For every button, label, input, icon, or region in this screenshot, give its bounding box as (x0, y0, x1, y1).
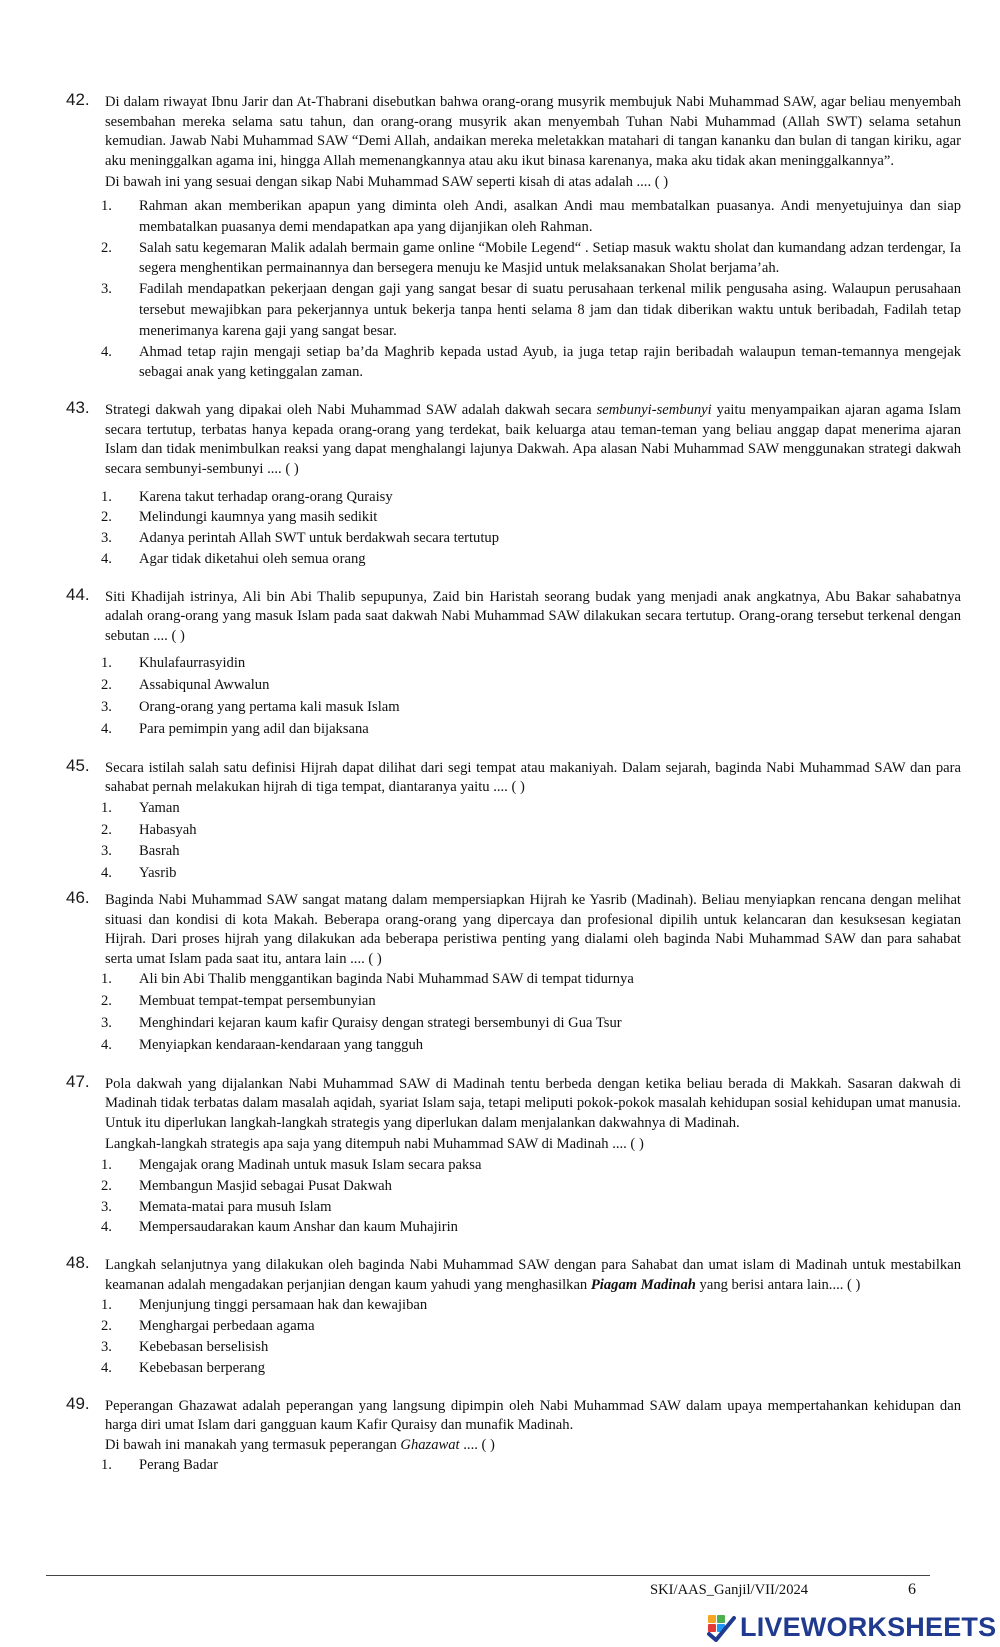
option-number: 3. (101, 699, 112, 716)
liveworksheets-logo-text: LIVEWORKSHEETS (740, 1611, 997, 1642)
option-item (101, 719, 961, 741)
option-list (101, 798, 961, 885)
option-item (101, 697, 961, 719)
option-text: Assabiqunal Awwalun (139, 677, 270, 694)
option-text: Ali bin Abi Thalib menggantikan baginda Nabi Muhammad SAW di tempat tidurnya (139, 971, 634, 988)
question-text: Di dalam riwayat Ibnu Jarir dan At-Thabrani disebutkan bahwa orang-orang musyrik membujuk Nabi Muhammad SAW, agar beliau menyembah sesembahan mereka selama satu tahun, dan orang-orang musyrik akan menyembah Tuhan Nabi Muhammad (Allah SWT) selama setahun kemudian. Jawab Nabi Muhammad SAW “Demi Allah, andaikan mereka meletakkan matahari di tangan kananku dan bulan di tangan kiriku, agar aku meninggalkan agama ini, hingga Allah memenangkannya atau aku ikut binasa karenanya, maka aku tidak akan meninggalkannya”. (105, 94, 961, 169)
option-list (101, 1455, 961, 1476)
question-prompt: Di bawah ini yang sesuai dengan sikap Nabi Muhammad SAW seperti kisah di atas adalah .... ( ) (105, 174, 669, 191)
option-item (101, 798, 961, 820)
liveworksheets-logo[interactable] (706, 1610, 996, 1644)
option-number: 2. (101, 1177, 112, 1194)
emphasis-text: Ghazawat (400, 1436, 460, 1453)
option-number: 4. (101, 1219, 112, 1236)
option-text: Menghargai perbedaan agama (139, 1318, 315, 1335)
question-49 (66, 1393, 961, 1477)
option-text: Mengajak orang Madinah untuk masuk Islam secara paksa (139, 1156, 482, 1173)
option-number: 4. (101, 720, 112, 737)
option-item (101, 1358, 961, 1379)
option-number: 2. (101, 1318, 112, 1335)
emphasis-text: Piagam Madinah (590, 1276, 696, 1293)
option-text: Yasrib (139, 865, 177, 882)
option-text: Mempersaudarakan kaum Anshar dan kaum Muhajirin (139, 1219, 458, 1236)
question-text: Peperangan Ghazawat adalah peperangan yang langsung dipimpin oleh Nabi Muhammad SAW dalam upaya mempertahankan kehidupan dan harga diri umat Islam dari gangguan kaum Kafir Quraisy dan munafik Madinah. (105, 1397, 961, 1434)
option-item (101, 1197, 961, 1218)
question-text: Pola dakwah yang dijalankan Nabi Muhammad SAW di Madinah tentu berbeda dengan ketika beliau berada di Makkah. Sasaran dakwah di Madinah tidak terbatas dalam masalah aqidah, syariat Islam saja, tetapi meliputi pokok-pokok masalah kehidupan sosial kehidupan umat manusia. Untuk itu diperlukan langkah-langkah strategis yang diperlukan dalam menjalankan dakwahnya di Madinah. (105, 1075, 961, 1131)
option-number: 3. (101, 843, 112, 860)
question-48 (66, 1253, 961, 1378)
option-number: 4. (101, 865, 112, 882)
option-item (101, 675, 961, 697)
option-text: Ahmad tetap rajin mengaji setiap ba’da Maghrib kepada ustad Ayub, ia juga tetap rajin beribadah walaupun teman-temannya mengejak sebagai anak yang ketinggalan zaman. (139, 343, 961, 381)
option-number: 1. (101, 1457, 112, 1474)
option-list (101, 969, 961, 1056)
option-number: 1. (101, 1297, 112, 1314)
option-number: 2. (101, 239, 112, 256)
option-item (101, 342, 961, 384)
option-item (101, 1455, 961, 1476)
page-number: 6 (908, 1581, 916, 1598)
emphasis-text: sembunyi-sembunyi (596, 402, 712, 419)
question-number: 43. (66, 398, 90, 418)
question-number: 44. (66, 584, 90, 604)
option-item (101, 238, 961, 280)
option-item (101, 1155, 961, 1176)
option-text: Membuat tempat-tempat persembunyian (139, 993, 376, 1010)
question-number: 48. (66, 1253, 90, 1273)
question-text: Baginda Nabi Muhammad SAW sangat matang dalam mempersiapkan Hijrah ke Yasrib (Madinah). Beliau menyiapkan rencana dengan melihat situasi dan kondisi di kota Makah. Beberapa orang-orang yang dipercaya dan profesional dipilih untuk kelancaran dan kesuksesan kegiatan Hijrah. Dari proses hijrah yang dilakukan ada beberapa peristiwa penting yang dialami oleh baginda Nabi Muhammad SAW dan para sahabat serta umat Islam pada saat itu, antara lain .... ( ) (105, 892, 961, 967)
question-42 (66, 90, 961, 383)
option-text: Kebebasan berselisish (139, 1338, 269, 1355)
option-number: 3. (101, 1198, 112, 1215)
option-item (101, 549, 961, 570)
option-text: Memata-matai para musuh Islam (139, 1198, 332, 1215)
option-list (101, 487, 961, 570)
question-text: Strategi dakwah yang dipakai oleh Nabi Muhammad SAW adalah dakwah secara sembunyi-sembunyi yaitu menyampaikan ajaran agama Islam secara tertutup, terbatas hanya kepada orang-orang yang terdekat, baik keluarga atau teman-teman yang beliau anggap dapat menerima ajaran Islam dan tidak menimbulkan reaksi yang dapat menghalangi lajunya Dakwah. Apa alasan Nabi Muhammad SAW menggunakan strategi dakwah secara sembunyi-sembunyi .... ( ) (105, 402, 961, 477)
option-item (101, 528, 961, 549)
option-text: Perang Badar (139, 1457, 219, 1474)
footer-divider (46, 1575, 930, 1576)
option-text: Basrah (139, 843, 180, 860)
option-text: Adanya perintah Allah SWT untuk berdakwah secara tertutup (139, 530, 499, 547)
option-item (101, 991, 961, 1013)
option-text: Agar tidak diketahui oleh semua orang (139, 550, 366, 567)
option-item (101, 1295, 961, 1316)
question-text: Secara istilah salah satu definisi Hijrah dapat dilihat dari segi tempat atau makaniyah. Dalam sejarah, baginda Nabi Muhammad SAW dan para sahabat pernah melakukan hijrah di tiga tempat, diantaranya yaitu .... ( ) (105, 759, 961, 796)
option-number: 4. (101, 550, 112, 567)
question-number: 47. (66, 1071, 90, 1091)
question-number: 42. (66, 90, 90, 109)
option-number: 1. (101, 655, 112, 672)
option-item (101, 1013, 961, 1035)
option-number: 1. (101, 971, 112, 988)
option-number: 2. (101, 993, 112, 1010)
question-text: Siti Khadijah istrinya, Ali bin Abi Thalib sepupunya, Zaid bin Haristah seorang budak yang menjadi anak angkatnya, Abu Bakar sahabatnya adalah orang-orang yang masuk Islam pada saat dakwah Nabi Muhammad SAW dilakukan secara tertutup. Orang-orang tersebut terkenal dengan sebutan .... ( ) (105, 588, 961, 644)
question-text: Langkah selanjutnya yang dilakukan oleh baginda Nabi Muhammad SAW dengan para Sahabat dan umat islam di Madinah untuk mestabilkan keamanan adalah mengadakan perjanjian dengan kaum yahudi yang menghasilkan Piagam Madinah yang berisi antara lain.... ( ) (105, 1257, 961, 1293)
option-text: Membangun Masjid sebagai Pusat Dakwah (139, 1177, 392, 1194)
option-text: Yaman (139, 799, 180, 816)
question-number: 49. (66, 1393, 90, 1413)
question-47 (66, 1071, 961, 1239)
option-item (101, 507, 961, 528)
option-number: 3. (101, 281, 112, 298)
option-text: Menjunjung tinggi persamaan hak dan kewajiban (139, 1297, 428, 1314)
option-number: 2. (101, 821, 112, 838)
option-text: Karena takut terhadap orang-orang Quraisy (139, 488, 393, 505)
option-text: Para pemimpin yang adil dan bijaksana (139, 720, 369, 737)
option-item (101, 969, 961, 991)
option-number: 1. (101, 197, 112, 214)
question-prompt: Di bawah ini manakah yang termasuk peperangan Ghazawat .... ( ) (105, 1436, 495, 1453)
question-number: 45. (66, 755, 90, 775)
option-item (101, 1337, 961, 1358)
question-45 (66, 755, 961, 885)
option-item (101, 279, 961, 341)
option-number: 2. (101, 509, 112, 526)
option-number: 1. (101, 488, 112, 505)
footer-document-code: SKI/AAS_Ganjil/VII/2024 (650, 1582, 809, 1598)
option-number: 1. (101, 1156, 112, 1173)
option-item (101, 841, 961, 863)
option-number: 4. (101, 1359, 112, 1376)
option-list (101, 1155, 961, 1238)
option-text: Habasyah (139, 821, 197, 838)
option-list (101, 653, 961, 740)
option-number: 1. (101, 799, 112, 816)
liveworksheets-logo-icon (706, 1612, 736, 1642)
question-44 (66, 584, 961, 741)
option-text: Fadilah mendapatkan pekerjaan dengan gaji yang sangat besar di suatu perusahaan terkenal milik pengusaha asing. Walaupun perusahaan tersebut mewajibkan para pekerjannya untuk bekerja tanpa henti selama 8 jam dan tidak diberikan waktu untuk beribadah, Fadilah tetap menerimanya karena gaji yang sangat besar. (139, 281, 961, 339)
question-list (66, 90, 961, 1494)
option-text: Khulafaurrasyidin (139, 655, 246, 672)
option-item (101, 1176, 961, 1197)
option-text: Orang-orang yang pertama kali masuk Islam (139, 699, 400, 716)
option-text: Menghindari kejaran kaum kafir Quraisy dengan strategi bersembunyi di Gua Tsur (139, 1015, 622, 1032)
option-number: 2. (101, 677, 112, 694)
option-text: Menyiapkan kendaraan-kendaraan yang tangguh (139, 1036, 424, 1053)
option-list (101, 1295, 961, 1378)
option-text: Kebebasan berperang (139, 1359, 266, 1376)
option-number: 3. (101, 1015, 112, 1032)
question-number: 46. (66, 888, 90, 908)
question-46 (66, 888, 961, 1057)
option-number: 3. (101, 530, 112, 547)
option-item (101, 653, 961, 675)
option-item (101, 196, 961, 238)
option-number: 3. (101, 1338, 112, 1355)
option-item (101, 1316, 961, 1337)
option-item (101, 820, 961, 842)
option-item (101, 487, 961, 508)
option-text: Melindungi kaumnya yang masih sedikit (139, 509, 378, 526)
option-item (101, 1217, 961, 1238)
option-item (101, 1035, 961, 1057)
option-text: Salah satu kegemaran Malik adalah bermain game online “Mobile Legend“ . Setiap masuk waktu sholat dan kumandang adzan terdengar, Ia segera menghentikan permainannya dan bersegera menuju ke Masjid untuk melaksanakan Sholat berjama’ah. (139, 239, 961, 277)
option-number: 4. (101, 343, 112, 360)
option-number: 4. (101, 1036, 112, 1053)
option-list (101, 196, 961, 383)
question-prompt: Langkah-langkah strategis apa saja yang ditempuh nabi Muhammad SAW di Madinah .... ( ) (105, 1136, 644, 1153)
option-item (101, 863, 961, 885)
option-text: Rahman akan memberikan apapun yang diminta oleh Andi, asalkan Andi mau membatalkan puasanya. Andi menyetujuinya dan siap membatalkan puasanya demi mendapatkan apa yang dijanjikan oleh Rahman. (139, 197, 961, 235)
question-43 (66, 398, 961, 570)
